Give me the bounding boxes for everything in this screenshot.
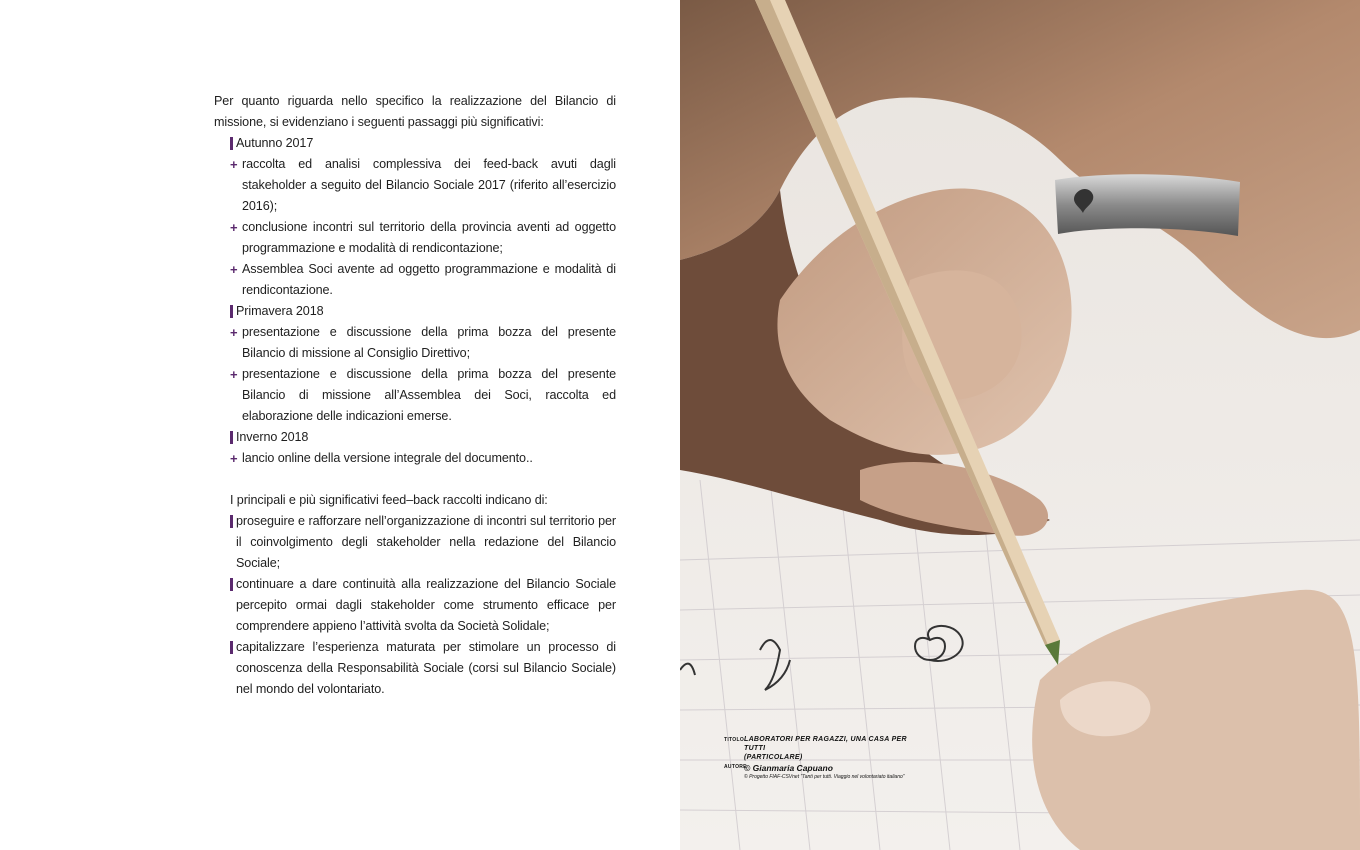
caption-title-key: TITOLO bbox=[724, 737, 745, 743]
feedback-intro: I principali e più significativi feed–back raccolti indicano di: bbox=[230, 493, 548, 507]
caption-author-key: AUTORE bbox=[724, 764, 747, 770]
season-autunno bbox=[214, 133, 616, 301]
season-label: Autunno 2017 bbox=[236, 136, 314, 150]
bullet-bar-icon bbox=[230, 431, 233, 444]
list-item: + Assemblea Soci avente ad oggetto programmazione e modalità di rendicontazione. bbox=[214, 259, 616, 301]
feedback-item: proseguire e rafforzare nell’organizzazione di incontri sul territorio per il coinvolgimento degli stakeholder nella redazione del Bilancio Sociale; bbox=[214, 511, 616, 574]
bullet-bar-icon bbox=[230, 578, 233, 591]
plus-icon: + bbox=[230, 451, 238, 466]
bullet-bar-icon bbox=[230, 641, 233, 654]
plus-icon: + bbox=[230, 157, 238, 172]
photo-illustration bbox=[680, 0, 1360, 850]
list-item: + conclusione incontri sul territorio della provincia aventi ad oggetto programmazione e modalità di rendicontazione; bbox=[214, 217, 616, 259]
list-item: + presentazione e discussione della prima bozza del presente Bilancio di missione al Consiglio Direttivo; bbox=[214, 322, 616, 364]
caption-author: © Gianmaria Capuano bbox=[744, 763, 833, 773]
season-inverno bbox=[214, 427, 616, 469]
bullet-bar-icon bbox=[230, 515, 233, 528]
season-label: Inverno 2018 bbox=[236, 430, 309, 444]
photo-hands-writing bbox=[680, 0, 1360, 850]
plus-icon: + bbox=[230, 325, 238, 340]
spacer bbox=[214, 469, 616, 490]
intro-paragraph: Per quanto riguarda nello specifico la realizzazione del Bilancio di missione, si evidenziano i seguenti passaggi più significativi: bbox=[214, 94, 616, 129]
bullet-bar-icon bbox=[230, 305, 233, 318]
bullet-bar-icon bbox=[230, 137, 233, 150]
list-item: + raccolta ed analisi complessiva dei feed-back avuti dagli stakeholder a seguito del Bilancio Sociale 2017 (riferito all’esercizio 2016); bbox=[214, 154, 616, 217]
caption-title: LABORATORI PER RAGAZZI, UNA CASA PER TUTTI bbox=[744, 736, 907, 752]
plus-icon: + bbox=[230, 367, 238, 382]
list-item: + lancio online della versione integrale del documento.. bbox=[214, 448, 616, 469]
plus-icon: + bbox=[230, 220, 238, 235]
plus-icon: + bbox=[230, 262, 238, 277]
list-item: + presentazione e discussione della prima bozza del presente Bilancio di missione all’Assemblea dei Soci, raccolta ed elaborazione delle indicazioni emerse. bbox=[214, 364, 616, 427]
season-label: Primavera 2018 bbox=[236, 304, 324, 318]
body-text bbox=[214, 91, 616, 700]
feedback-item: continuare a dare continuità alla realizzazione del Bilancio Sociale percepito ormai dagli stakeholder come strumento efficace per comprendere appieno l’attività svolta da Società Solidale; bbox=[214, 574, 616, 637]
caption-title-sub: (PARTICOLARE) bbox=[744, 754, 803, 761]
photo-caption bbox=[724, 735, 924, 781]
season-primavera bbox=[214, 301, 616, 427]
feedback-item: capitalizzare l’esperienza maturata per stimolare un processo di conoscenza della Responsabilità Sociale (corsi sul Bilancio Sociale) nel mondo del volontariato. bbox=[214, 637, 616, 700]
caption-note: © Progetto FIAF-CSVnet “Tanti per tutti. Viaggio nel volontariato italiano” bbox=[744, 774, 905, 780]
